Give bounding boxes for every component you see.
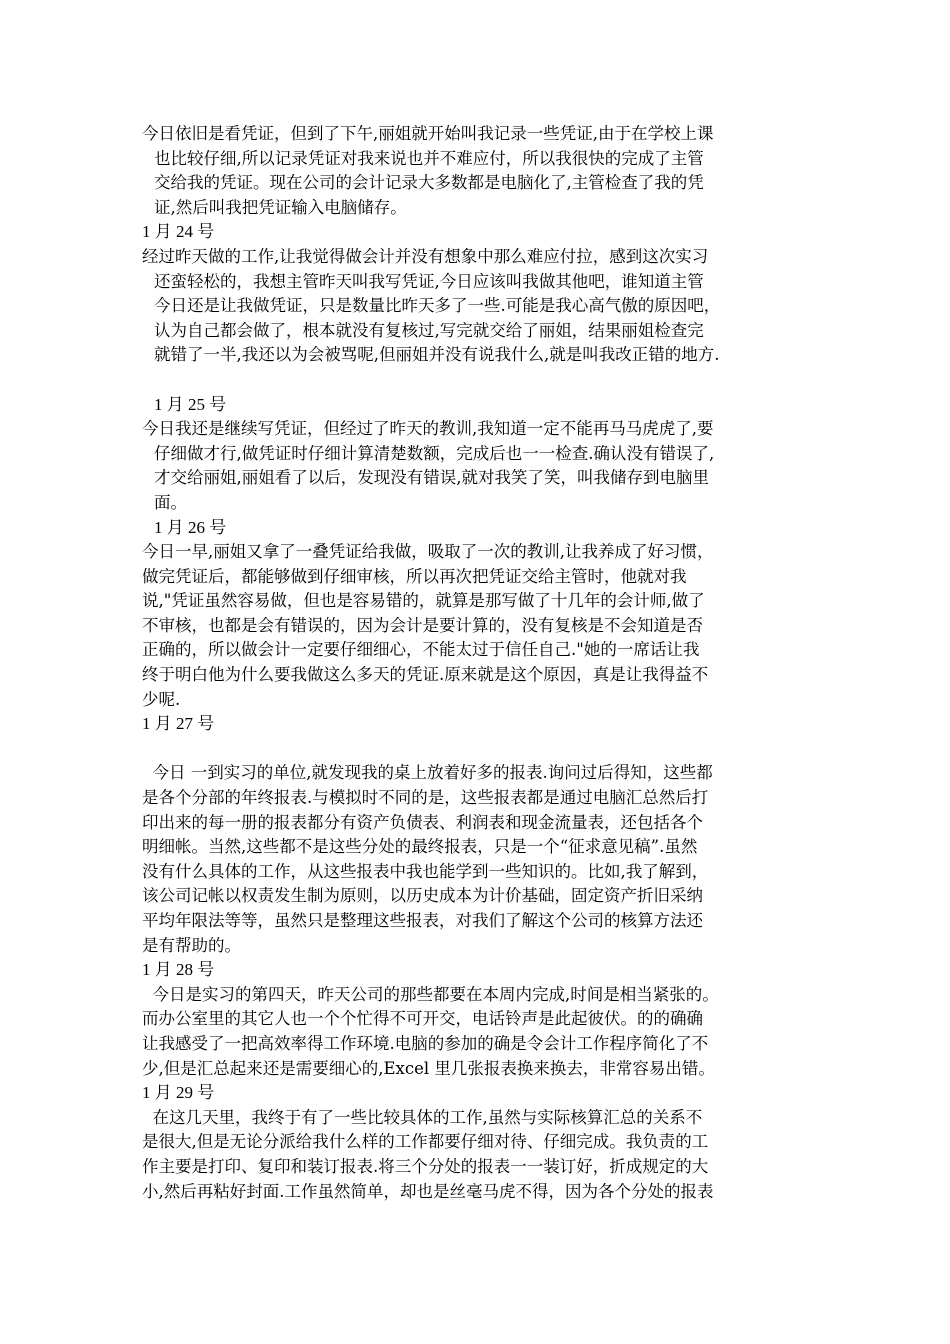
paragraph-2 (142, 245, 822, 368)
text-line: 仔细做才行,做凭证时仔细计算清楚数额，完成后也一一检查.确认没有错误了, (154, 443, 715, 463)
text-line: 也比较仔细,所以记录凭证对我来说也并不难应付，所以我很快的完成了主管 (154, 148, 704, 168)
text-line: 在这几天里，我终于有了一些比较具体的工作,虽然与实际核算汇总的关系不 (142, 1107, 703, 1127)
date-heading: 1 月 28 号 (142, 960, 215, 980)
paragraph-5 (142, 761, 822, 958)
text-line: 做完凭证后，都能够做到仔细审核，所以再次把凭证交给主管时，他就对我 (142, 566, 687, 586)
document-page (142, 122, 822, 1204)
paragraph-4 (142, 540, 822, 712)
text-line: 让我感受了一把高效率得工作环境.电脑的参加的确是令会计工作程序简化了不 (142, 1033, 709, 1053)
date-heading: 1 月 27 号 (142, 714, 215, 734)
blank-line (142, 737, 822, 762)
text-line: 而办公室里的其它人也一个个忙得不可开交，电话铃声是此起彼伏。的的确确 (142, 1009, 703, 1029)
text-line: 正确的，所以做会计一定要仔细细心，不能太过于信任自己."她的一席话让我 (142, 640, 700, 660)
date-heading: 1 月 24 号 (142, 222, 215, 242)
text-line: 经过昨天做的工作,让我觉得做会计并没有想象中那么难应付拉，感到这次实习 (142, 246, 709, 266)
date-heading: 1 月 29 号 (142, 1083, 215, 1103)
text-line: 该公司记帐以权责发生制为原则，以历史成本为计价基础，固定资产折旧采纳 (142, 886, 703, 906)
text-line: 小,然后再粘好封面.工作虽然简单，却也是丝毫马虎不得，因为各个分处的报表 (142, 1181, 714, 1201)
date-heading: 1 月 26 号 (154, 517, 227, 537)
text-line: 少,但是汇总起来还是需要细心的,Excel 里几张报表换来换去，非常容易出错。 (142, 1058, 715, 1078)
text-line: 面。 (154, 492, 187, 512)
text-line: 证,然后叫我把凭证输入电脑储存。 (154, 197, 407, 217)
text-line: 今日是实习的第四天，昨天公司的那些都要在本周内完成,时间是相当紧张的。 (142, 984, 719, 1004)
text-line: 是有帮助的。 (142, 935, 241, 955)
text-line: 印出来的每一册的报表都分有资产负债表、利润表和现金流量表，还包括各个 (142, 812, 703, 832)
text-line: 少呢. (142, 689, 181, 709)
text-line: 是很大,但是无论分派给我什么样的工作都要仔细对待、仔细完成。我负责的工 (142, 1132, 709, 1152)
text-line: 说,"凭证虽然容易做，但也是容易错的，就算是那写做了十几年的会计师,做了 (142, 591, 705, 611)
paragraph-1 (142, 122, 822, 220)
paragraph-7 (142, 1106, 822, 1204)
text-line: 没有什么具体的工作，从这些报表中我也能学到一些知识的。比如,我了解到， (142, 861, 709, 881)
text-line: 平均年限法等等，虽然只是整理这些报表，对我们了解这个公司的核算方法还 (142, 911, 703, 930)
text-line: 认为自己都会做了，根本就没有复核过,写完就交给了丽姐，结果丽姐检查完 (154, 320, 704, 340)
text-line: 才交给丽姐,丽姐看了以后，发现没有错误,就对我笑了笑，叫我储存到电脑里 (154, 468, 709, 488)
text-line: 作主要是打印、复印和装订报表.将三个分处的报表一一装订好，折成规定的大 (142, 1156, 709, 1176)
text-line: 今日一早,丽姐又拿了一叠凭证给我做，吸取了一次的教训,让我养成了好习惯， (142, 542, 714, 562)
text-line: 不审核，也都是会有错误的，因为会计是要计算的，没有复核是不会知道是否 (142, 615, 703, 635)
text-line: 交给我的凭证。现在公司的会计记录大多数都是电脑化了,主管检查了我的凭 (154, 173, 704, 193)
text-line: 还蛮轻松的，我想主管昨天叫我写凭证,今日应该叫我做其他吧，谁知道主管 (154, 271, 704, 291)
text-line: 今日依旧是看凭证，但到了下午,丽姐就开始叫我记录一些凭证,由于在学校上课 (142, 124, 714, 143)
text-line: 就错了一半,我还以为会被骂呢,但丽姐并没有说我什么,就是叫我改正错的地方. (154, 345, 720, 365)
paragraph-6 (142, 983, 822, 1081)
text-line: 今日还是让我做凭证，只是数量比昨天多了一些.可能是我心高气傲的原因吧， (154, 296, 721, 316)
text-line: 是各个分部的年终报表.与模拟时不同的是，这些报表都是通过电脑汇总然后打 (142, 788, 709, 808)
text-line: 今日我还是继续写凭证，但经过了昨天的教训,我知道一定不能再马马虎虎了,要 (142, 419, 714, 439)
date-heading: 1 月 25 号 (154, 394, 227, 414)
text-line: 今日 一到实习的单位,就发现我的桌上放着好多的报表.询问过后得知，这些都 (142, 763, 713, 783)
text-line: 明细帐。当然,这些都不是这些分处的最终报表，只是一个“征求意见稿”.虽然 (142, 837, 698, 857)
paragraph-3 (142, 417, 822, 515)
text-line: 终于明白他为什么要我做这么多天的凭证.原来就是这个原因，真是让我得益不 (142, 665, 709, 685)
blank-line (142, 368, 822, 393)
